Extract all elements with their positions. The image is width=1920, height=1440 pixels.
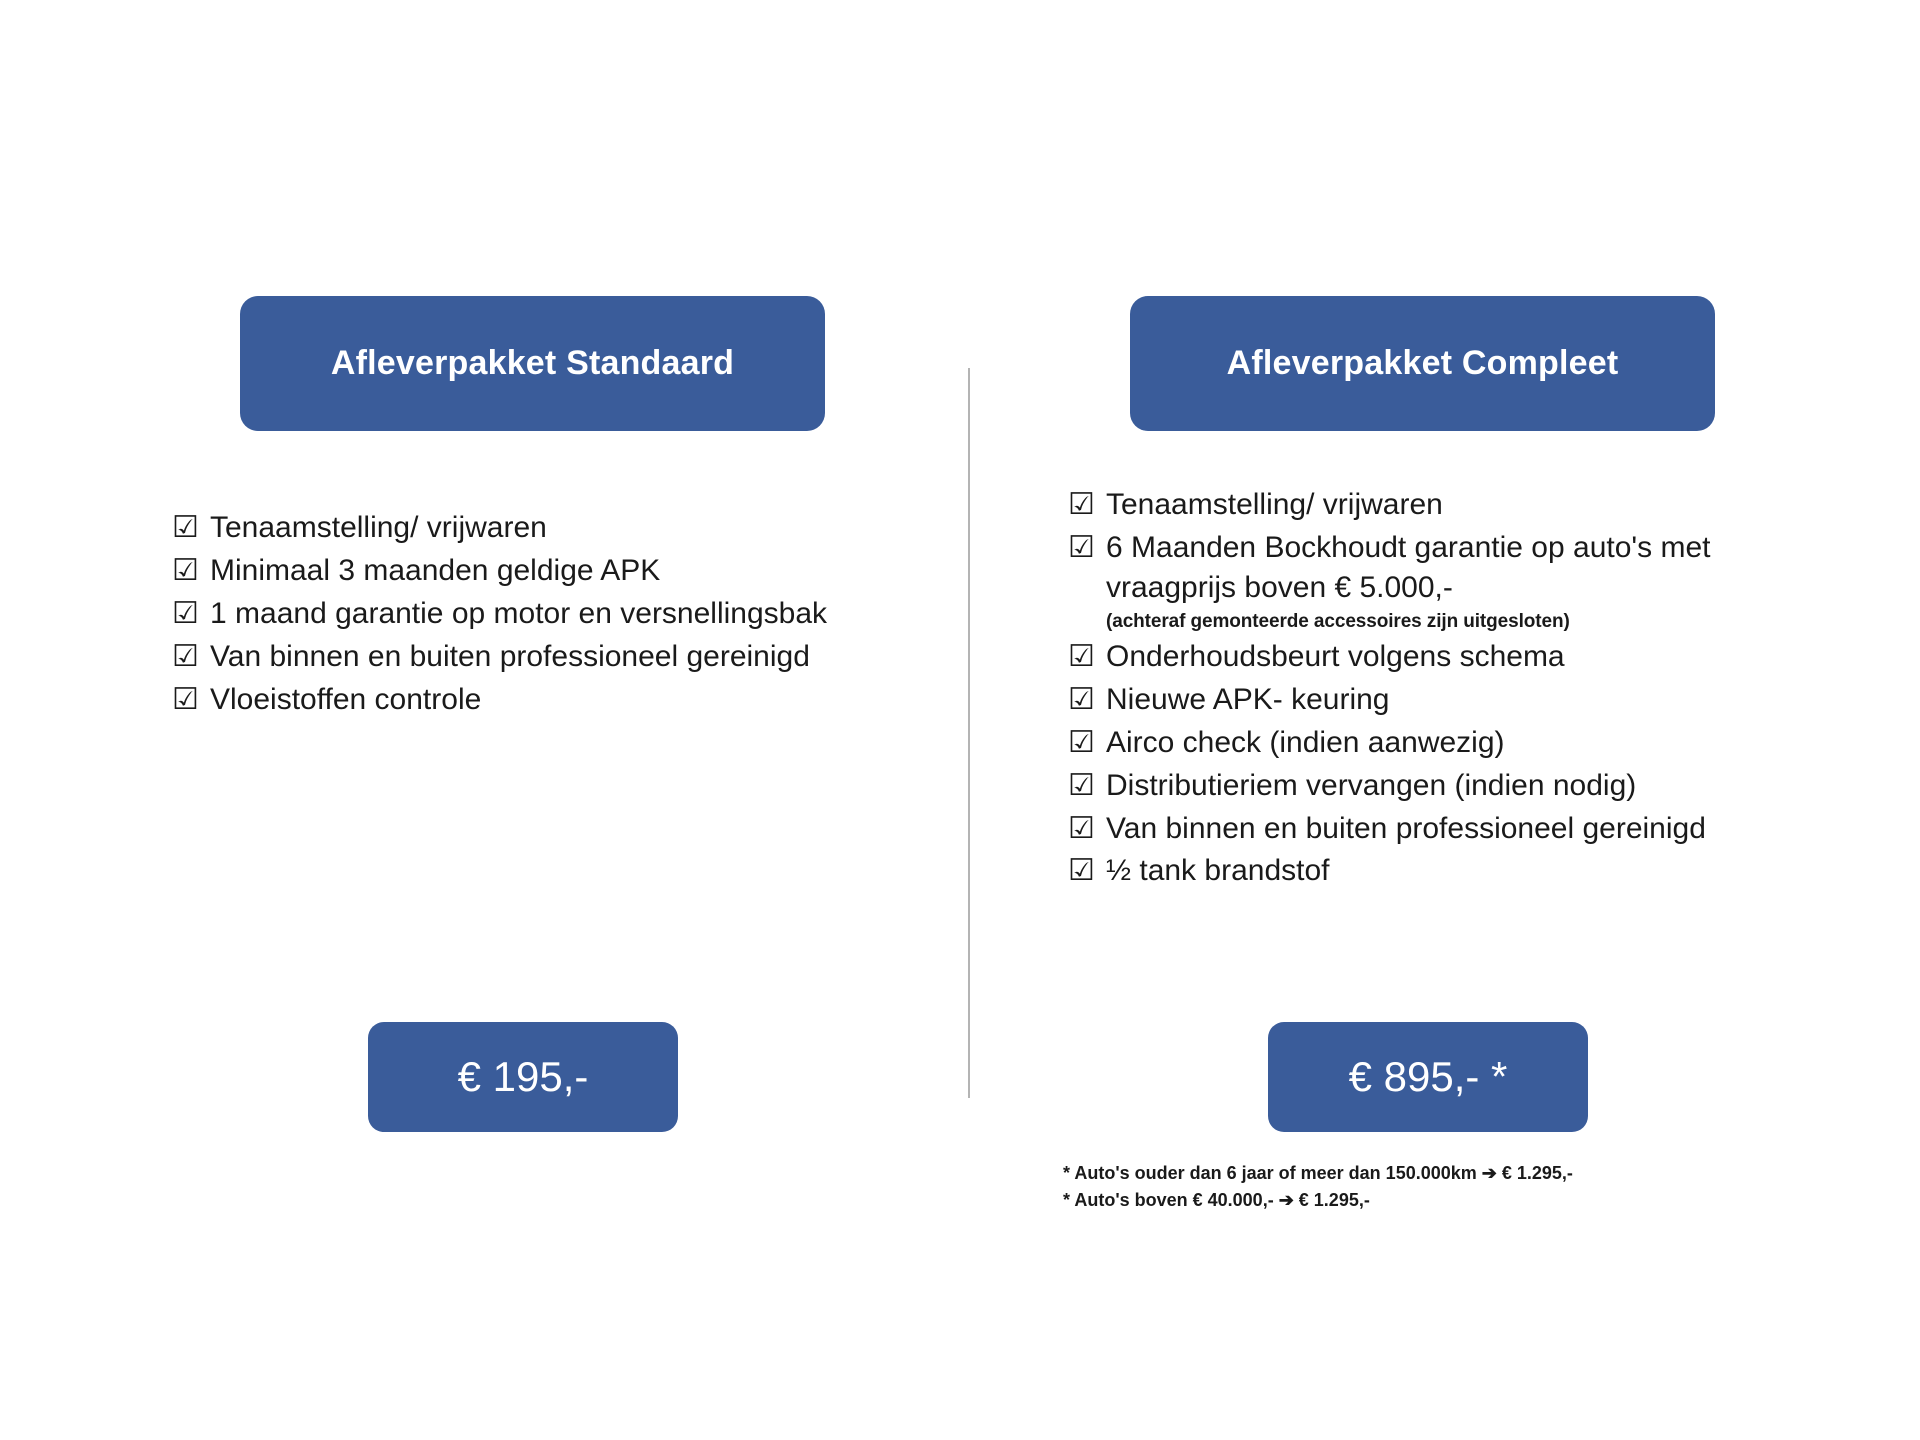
list-item-label: Nieuwe APK- keuring: [1106, 682, 1390, 716]
list-item-label: Tenaamstelling/ vrijwaren: [1106, 488, 1443, 521]
list-item-label: 1 maand garantie op motor en versnellingsbak: [210, 596, 828, 630]
footnote-line: [1063, 1160, 1823, 1187]
checkbox-icon: ☑: [172, 511, 199, 544]
list-item: [1068, 809, 1828, 849]
list-item: [1068, 766, 1828, 806]
list-item: [1068, 851, 1828, 891]
arrow-icon: ➔: [1278, 1190, 1294, 1210]
checkbox-icon: ☑: [1068, 854, 1095, 888]
list-item-label: Airco check (indien aanwezig): [1106, 725, 1505, 759]
list-item: [172, 508, 872, 548]
package-title-standaard: Afleverpakket Standaard: [240, 296, 825, 431]
footnote-lead: * Auto's ouder dan 6 jaar of meer dan 150.000km: [1063, 1163, 1477, 1183]
list-item-label: 6 Maanden Bockhoudt garantie op auto's met vraagprijs boven € 5.000,-: [1106, 530, 1711, 604]
list-item-label: Distributieriem vervangen (indien nodig): [1106, 768, 1637, 802]
footnote-value: € 1.295,-: [1298, 1190, 1370, 1210]
list-item: [172, 551, 872, 591]
footnotes: [1063, 1160, 1823, 1214]
list-item: [172, 594, 872, 634]
checkbox-icon: ☑: [172, 639, 199, 673]
checkbox-icon: ☑: [1068, 725, 1095, 759]
list-item-label: Minimaal 3 maanden geldige APK: [210, 553, 661, 587]
checkbox-icon: ☑: [1068, 811, 1095, 845]
list-item: [1068, 723, 1828, 763]
list-item-label: Onderhoudsbeurt volgens schema: [1106, 639, 1565, 673]
checkbox-icon: ☑: [1068, 639, 1095, 673]
list-item: [1068, 680, 1828, 720]
checkbox-icon: ☑: [1068, 530, 1095, 564]
list-item-label: Van binnen en buiten professioneel gereinigd: [1106, 811, 1706, 845]
list-item-label: ½ tank brandstof: [1106, 854, 1330, 888]
price-badge-standaard: € 195,-: [368, 1022, 678, 1132]
price-badge-compleet: € 895,- *: [1268, 1022, 1588, 1132]
list-item: [172, 637, 872, 677]
list-item: [1068, 485, 1828, 525]
list-item: [1068, 637, 1828, 677]
package-title-compleet: Afleverpakket Compleet: [1130, 296, 1715, 431]
footnote-lead: * Auto's boven € 40.000,-: [1063, 1190, 1274, 1210]
checkbox-icon: ☑: [1068, 682, 1095, 716]
list-item: [1068, 528, 1828, 634]
arrow-icon: ➔: [1481, 1163, 1497, 1183]
feature-list-compleet: [1068, 485, 1828, 894]
feature-list-standaard: [172, 508, 872, 722]
list-item-label: Van binnen en buiten professioneel gereinigd: [210, 639, 810, 673]
list-item-label: Tenaamstelling/ vrijwaren: [210, 511, 547, 544]
checkbox-icon: ☑: [172, 596, 199, 630]
footnote-line: [1063, 1187, 1823, 1214]
checkbox-icon: ☑: [1068, 488, 1095, 521]
checkbox-icon: ☑: [1068, 768, 1095, 802]
checkbox-icon: ☑: [172, 553, 199, 587]
footnote-value: € 1.295,-: [1501, 1163, 1573, 1183]
checkbox-icon: ☑: [172, 682, 199, 716]
column-divider: [968, 368, 970, 1098]
list-item: [172, 680, 872, 720]
list-item-note: (achteraf gemonteerde accessoires zijn uitgesloten): [1106, 610, 1570, 632]
list-item-label: Vloeistoffen controle: [210, 682, 482, 716]
